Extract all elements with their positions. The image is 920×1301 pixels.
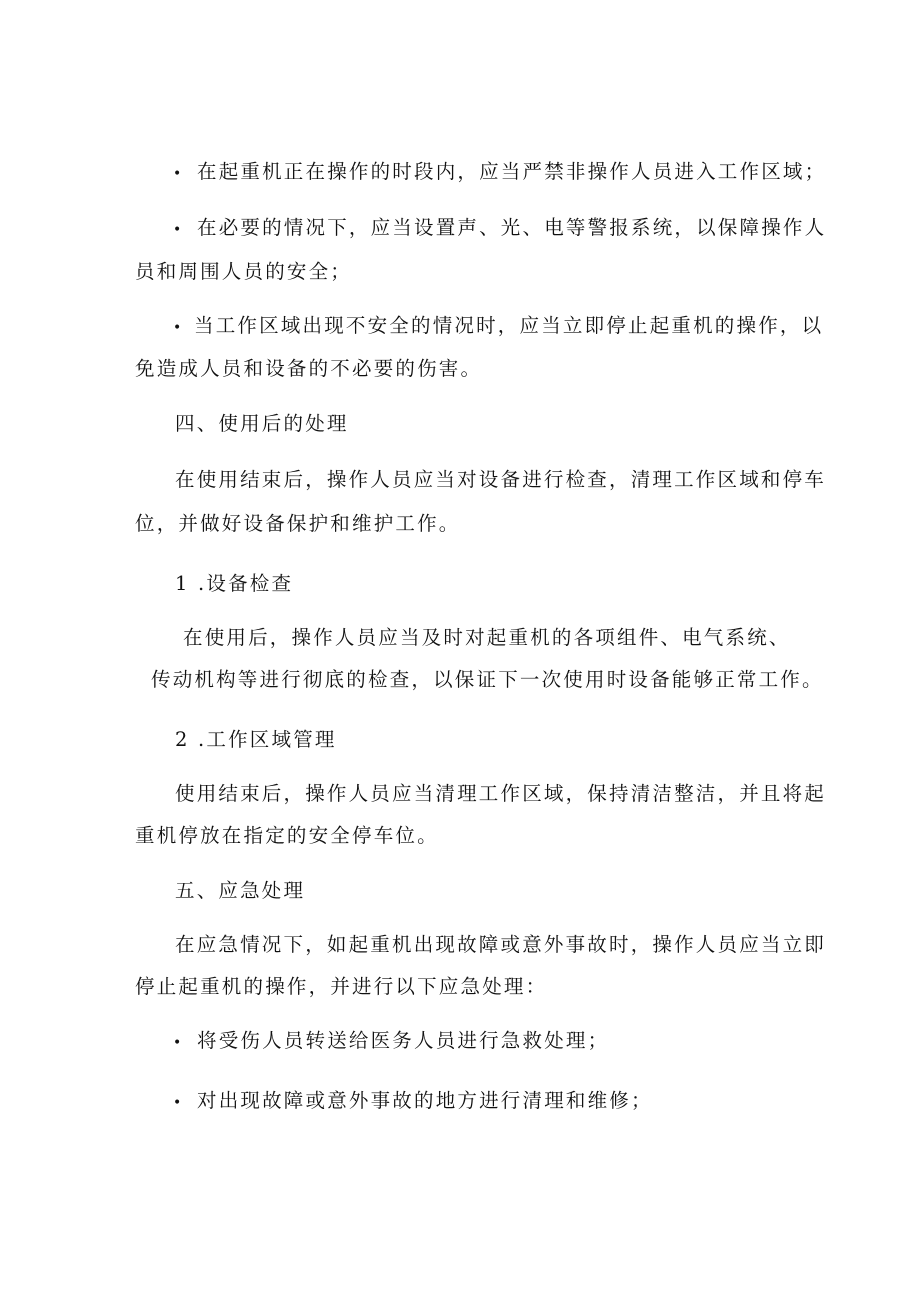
paragraph-after-use-line1: 在使用结束后，操作人员应当对设备进行检查，清理工作区域和停车 <box>175 468 827 491</box>
bullet-item-stop-line1: 当工作区域出现不安全的情况时，应当立即停止起重机的操作，以 <box>194 314 824 337</box>
bullet-marker: • <box>173 166 182 182</box>
bullet-marker: • <box>173 320 182 336</box>
bullet-item-stop-line2: 免造成人员和设备的不必要的伤害。 <box>135 357 483 380</box>
paragraph-equipment-check-line1: 在使用后，操作人员应当及时对起重机的各项组件、电气系统、 <box>183 626 791 649</box>
paragraph-emergency-line1: 在应急情况下，如起重机出现故障或意外事故时，操作人员应当立即 <box>175 933 827 956</box>
bullet-item-no-entry: 在起重机正在操作的时段内，应当严禁非操作人员进入工作区域； <box>197 160 827 183</box>
bullet-marker: • <box>173 1035 182 1051</box>
paragraph-work-area-line2: 重机停放在指定的安全停车位。 <box>135 824 439 847</box>
bullet-item-alarm-line1: 在必要的情况下，应当设置声、光、电等警报系统，以保障操作人 <box>197 216 827 239</box>
bullet-item-alarm-line2: 员和周围人员的安全； <box>135 260 353 283</box>
paragraph-after-use-line2: 位，并做好设备保护和维护工作。 <box>135 512 461 535</box>
section-heading-after-use: 四、使用后的处理 <box>175 412 349 435</box>
bullet-marker: • <box>173 1095 182 1111</box>
paragraph-equipment-check-line2: 传动机构等进行彻底的检查，以保证下一次使用时设备能够正常工作。 <box>151 668 824 691</box>
bullet-item-repair: 对出现故障或意外事故的地方进行清理和维修； <box>197 1089 653 1112</box>
paragraph-emergency-line2: 停止起重机的操作，并进行以下应急处理： <box>135 975 548 998</box>
section-heading-emergency: 五、应急处理 <box>175 879 306 902</box>
subheading-work-area: 2 .工作区域管理 <box>175 728 337 751</box>
subheading-equipment-check: 1 .设备检查 <box>175 572 294 595</box>
paragraph-work-area-line1: 使用结束后，操作人员应当清理工作区域，保持清洁整洁，并且将起 <box>175 782 827 805</box>
bullet-item-first-aid: 将受伤人员转送给医务人员进行急救处理； <box>197 1029 610 1052</box>
bullet-marker: • <box>173 222 182 238</box>
